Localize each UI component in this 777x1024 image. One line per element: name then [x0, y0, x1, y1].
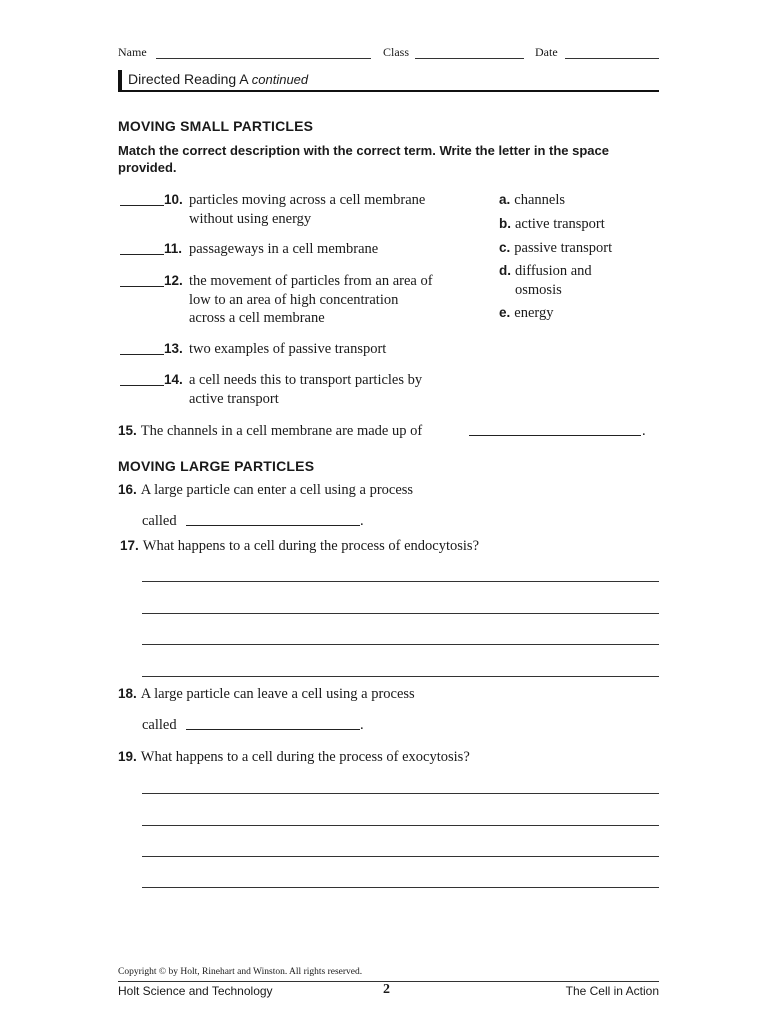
- question-12-line-3: across a cell membrane: [189, 310, 325, 326]
- question-text-18: A large particle can leave a cell using a process: [140, 686, 415, 702]
- section-title-large-particles: MOVING LARGE PARTICLES: [118, 458, 315, 474]
- question-number-17: 17.: [120, 538, 139, 553]
- option-e: [499, 304, 553, 322]
- answer-line-17-3[interactable]: [142, 644, 659, 645]
- date-label: Date: [535, 45, 558, 59]
- option-d-letter: d.: [499, 263, 511, 278]
- question-19: [118, 748, 470, 767]
- answer-blank-14[interactable]: [120, 373, 164, 386]
- answer-line-19-2[interactable]: [142, 825, 659, 826]
- date-field[interactable]: [565, 46, 659, 59]
- question-text-12: [189, 272, 433, 328]
- question-text-16: A large particle can enter a cell using a process: [140, 482, 414, 498]
- question-11-line-1: passageways in a cell membrane: [189, 241, 379, 257]
- option-c-text: passive transport: [514, 240, 613, 256]
- question-number-19: 19.: [118, 749, 137, 764]
- answer-blank-13[interactable]: [120, 342, 164, 355]
- answer-blank-18[interactable]: [186, 717, 360, 730]
- banner-title: [128, 71, 308, 87]
- answer-line-19-4[interactable]: [142, 887, 659, 888]
- answer-line-19-1[interactable]: [142, 793, 659, 794]
- question-text-17: What happens to a cell during the process of endocytosis?: [142, 538, 479, 554]
- question-12-line-2: low to an area of high concentration: [189, 291, 399, 308]
- question-number-11: 11.: [164, 241, 183, 256]
- question-18-period: .: [360, 717, 364, 733]
- question-text-10: [189, 191, 425, 228]
- question-14-line-1: a cell needs this to transport particles by: [189, 372, 423, 388]
- answer-blank-11[interactable]: [120, 242, 164, 255]
- banner-title-suffix: continued: [251, 72, 309, 87]
- question-number-13: 13.: [164, 341, 183, 356]
- question-number-16: 16.: [118, 482, 137, 497]
- footer-chapter-title: The Cell in Action: [565, 984, 659, 998]
- option-e-text: energy: [514, 305, 554, 321]
- question-10-line-2: without using energy: [189, 210, 312, 227]
- question-16-period: .: [360, 513, 364, 529]
- question-number-14: 14.: [164, 372, 183, 387]
- answer-blank-16[interactable]: [186, 513, 360, 526]
- question-text-15: The channels in a cell membrane are made up of: [140, 423, 423, 439]
- question-15-period: .: [642, 423, 646, 439]
- question-18: [118, 685, 415, 704]
- option-d-text-line-2: osmosis: [515, 282, 562, 298]
- question-text-11: [189, 240, 378, 259]
- option-b-letter: b.: [499, 216, 511, 231]
- question-number-18: 18.: [118, 686, 137, 701]
- option-b: [499, 215, 605, 233]
- question-17: [120, 537, 479, 556]
- option-a-text: channels: [514, 192, 565, 208]
- option-d: [499, 262, 592, 280]
- name-label: Name: [118, 45, 147, 59]
- answer-blank-12[interactable]: [120, 274, 164, 287]
- option-e-letter: e.: [499, 305, 511, 320]
- question-text-14: [189, 371, 422, 408]
- name-field[interactable]: [156, 46, 371, 59]
- question-number-12: 12.: [164, 273, 183, 288]
- question-18-called: called: [142, 717, 177, 733]
- class-field[interactable]: [415, 46, 524, 59]
- page-number: 2: [383, 982, 390, 997]
- option-a: [499, 191, 565, 209]
- question-text-13: [189, 340, 386, 359]
- option-b-text: active transport: [515, 216, 605, 232]
- option-c: [499, 239, 612, 257]
- question-15: [118, 422, 422, 441]
- instructions: Match the correct description with the correct term. Write the letter in the space provided.: [118, 143, 609, 175]
- option-a-letter: a.: [499, 192, 511, 207]
- option-c-letter: c.: [499, 240, 511, 255]
- answer-line-17-2[interactable]: [142, 613, 659, 614]
- question-text-19: What happens to a cell during the process of exocytosis?: [140, 749, 470, 765]
- banner-marker: [118, 70, 122, 91]
- class-label: Class: [383, 45, 410, 59]
- question-10-line-1: particles moving across a cell membrane: [189, 192, 426, 208]
- question-number-10: 10.: [164, 192, 183, 207]
- answer-line-17-1[interactable]: [142, 581, 659, 582]
- answer-blank-10[interactable]: [120, 193, 164, 206]
- banner-rule: [118, 90, 659, 92]
- footer-book-title: Holt Science and Technology: [118, 984, 273, 998]
- answer-line-19-3[interactable]: [142, 856, 659, 857]
- question-16: [118, 481, 413, 500]
- answer-line-17-4[interactable]: [142, 676, 659, 677]
- copyright-notice: Copyright © by Holt, Rinehart and Winston. All rights reserved.: [118, 967, 363, 977]
- question-14-line-2: active transport: [189, 390, 279, 407]
- option-d-text-line-1: diffusion and: [515, 263, 592, 279]
- question-number-15: 15.: [118, 423, 137, 438]
- section-title-small-particles: MOVING SMALL PARTICLES: [118, 118, 314, 134]
- banner-title-main: Directed Reading A: [128, 71, 248, 87]
- question-12-line-1: the movement of particles from an area of: [189, 273, 433, 289]
- question-13-line-1: two examples of passive transport: [189, 341, 387, 357]
- answer-blank-15[interactable]: [469, 423, 641, 436]
- question-16-called: called: [142, 513, 177, 529]
